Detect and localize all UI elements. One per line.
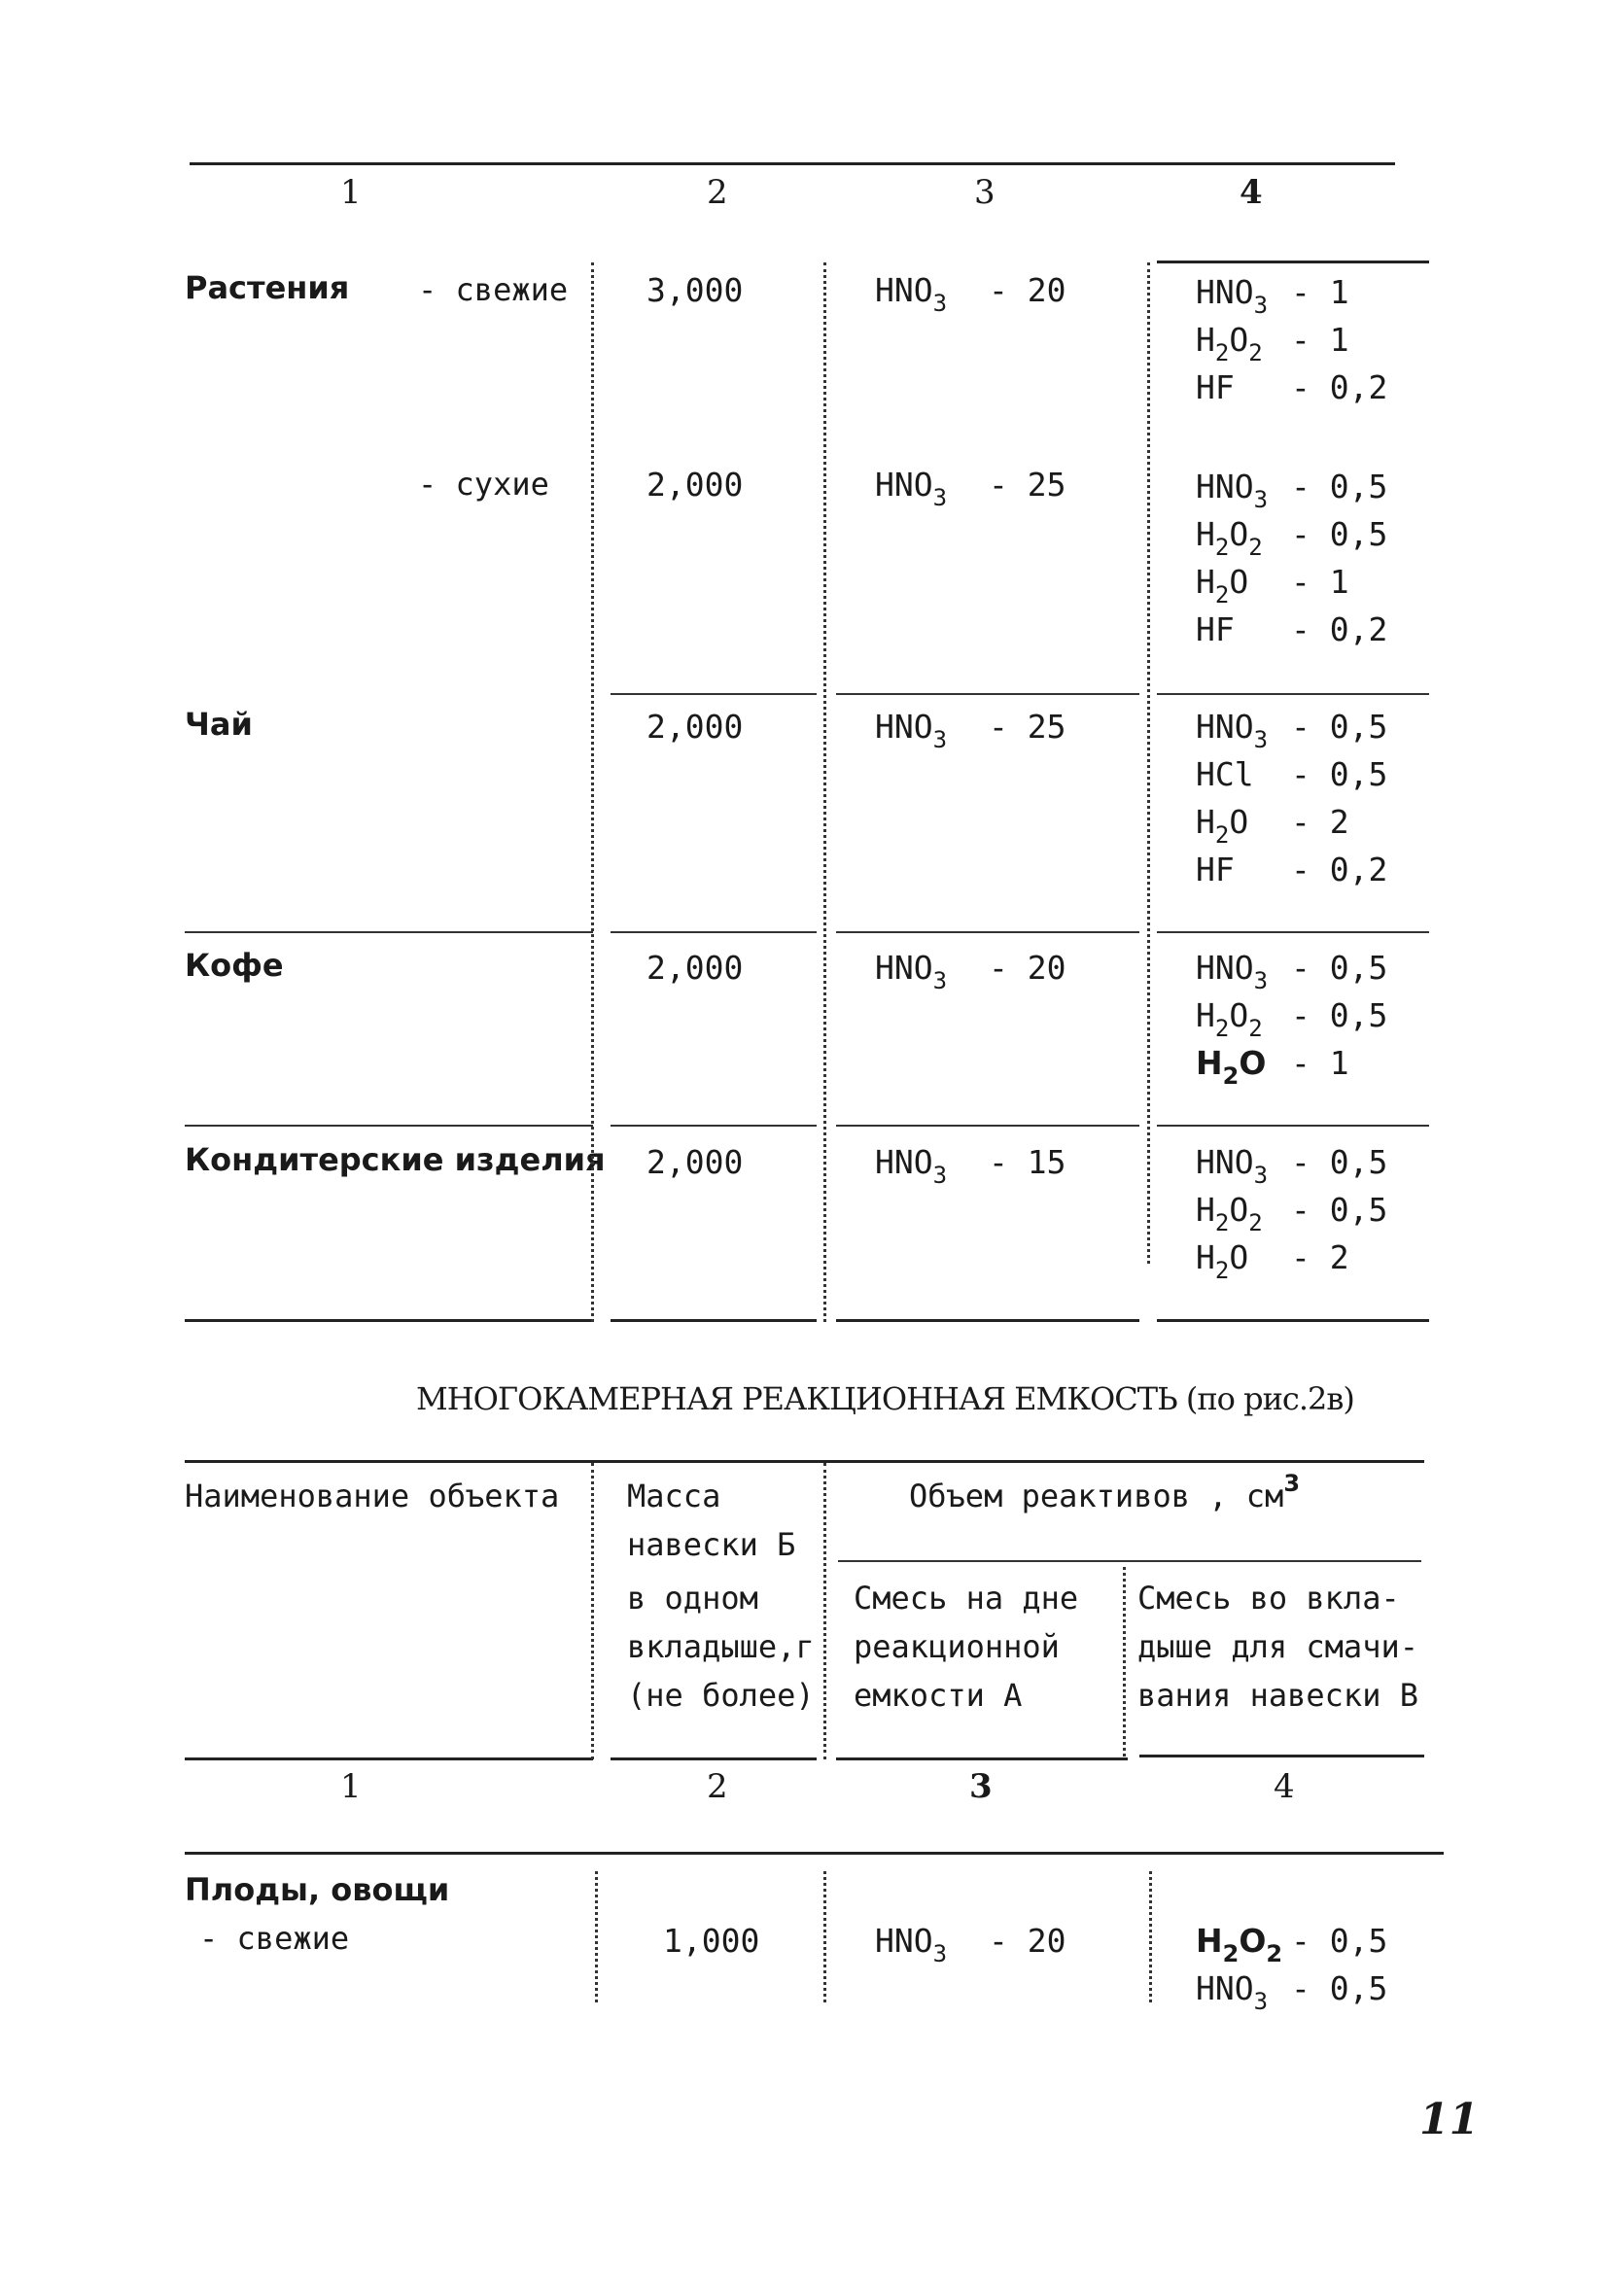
mix-volume: - 0,5 [1291, 996, 1388, 1034]
table1-bottom-rule [611, 1319, 817, 1322]
reagent-volume: - 25 [989, 466, 1066, 504]
row-rule [611, 931, 817, 933]
table1-top-rule [190, 162, 1395, 165]
row-sub-dry: - сухие [418, 466, 549, 503]
header-mass-line: в одном [627, 1580, 758, 1617]
mass-value: 2,000 [646, 949, 744, 987]
reagent-formula: $HNO_3$ [875, 271, 948, 317]
mix-volume: - 0,5 [1291, 755, 1388, 793]
mix-volume: - 0,2 [1291, 851, 1388, 888]
column-separator [1123, 1567, 1126, 1757]
mix-formula: $HNO_3$ [1196, 1969, 1269, 2015]
row-rule [1157, 1125, 1429, 1127]
table1-bottom-rule [185, 1319, 593, 1322]
mass-value: 2,000 [646, 1143, 744, 1181]
column-separator [1147, 262, 1150, 1264]
table1-col-number-2: 2 [707, 173, 728, 212]
header-mix-insert-line: Смесь во вкла- [1137, 1580, 1400, 1617]
mix-formula: $HNO_3$ [1196, 273, 1269, 319]
mix-volume: - 0,5 [1291, 1969, 1388, 2007]
mix-formula: HF [1196, 610, 1235, 648]
reagent-formula: $HNO_3$ [875, 708, 948, 753]
header-mass-line: вкладыше,г [627, 1628, 815, 1665]
mix-formula: $H_2O_2$ [1196, 321, 1263, 366]
table2-top-rule [185, 1460, 1424, 1463]
row-rule [611, 693, 817, 695]
column-separator [595, 1871, 598, 2002]
header-mass-line: Масса [627, 1478, 721, 1514]
table2-header-rule [836, 1757, 1128, 1760]
mix-formula: $H_2O$ [1196, 1238, 1249, 1284]
row-sub-fresh: - свежие [199, 1920, 350, 1957]
header-mass-line: навески Б [627, 1526, 796, 1563]
row-rule [185, 1125, 593, 1127]
header-group-rule [838, 1560, 1421, 1562]
mix-volume: - 0,5 [1291, 515, 1388, 553]
header-mix-bottom-line: Смесь на дне [854, 1580, 1079, 1617]
reagent-volume: - 15 [989, 1143, 1066, 1181]
table1-bottom-rule [1157, 1319, 1429, 1322]
row-name-coffee: Кофе [185, 947, 284, 984]
table1-col-number-1: 1 [340, 173, 362, 212]
table2-col-number-1: 1 [340, 1767, 362, 1806]
row-name-tea: Чай [185, 706, 253, 743]
mix-volume: - 0,5 [1291, 1922, 1388, 1960]
mix-formula: $H_2O_2$ [1196, 1191, 1263, 1236]
row-rule [836, 1125, 1139, 1127]
row-rule [185, 931, 593, 933]
column-separator [591, 1463, 594, 1759]
page-number: 11 [1419, 2095, 1480, 2144]
row-name-fruits-vegetables: Плоды, овощи [185, 1871, 450, 1908]
table2-col-number-2: 2 [707, 1767, 728, 1806]
table2-header-rule [611, 1757, 817, 1760]
mix-volume: - 0,2 [1291, 610, 1388, 648]
reagent-volume: - 20 [989, 1922, 1066, 1960]
column-separator [823, 1463, 826, 1759]
mass-value: 3,000 [646, 271, 744, 309]
header-reagent-volume: Объем реактивов , $см^3$ [909, 1470, 1301, 1514]
mix-volume: - 1 [1291, 1044, 1349, 1082]
mix-volume: - 2 [1291, 803, 1349, 841]
column-separator [1149, 1871, 1152, 2002]
table1-col-number-4: 4 [1240, 173, 1263, 212]
table1-col-number-3: 3 [974, 173, 996, 212]
header-mix-insert-line: вания навески В [1137, 1677, 1418, 1714]
mix-formula: HCl [1196, 755, 1254, 793]
row-rule [1157, 931, 1429, 933]
mix-volume: - 0,5 [1291, 949, 1388, 987]
table2-header-rule [1139, 1755, 1424, 1757]
row-rule [836, 931, 1139, 933]
mix-volume: - 0,5 [1291, 1191, 1388, 1229]
mix-volume: - 2 [1291, 1238, 1349, 1276]
column-separator [823, 262, 826, 1322]
header-mass-line: (не более) [627, 1677, 815, 1714]
row-rule [1157, 693, 1429, 695]
table2-col-number-3: 3 [969, 1767, 993, 1806]
mix-formula: $H_2O$ [1196, 803, 1249, 849]
mix-formula: $HNO_3$ [1196, 1143, 1269, 1189]
header-mix-bottom-line: емкости А [854, 1677, 1023, 1714]
table-caption: МНОГОКАМЕРНАЯ РЕАКЦИОННАЯ ЕМКОСТЬ (по рис.2в) [416, 1380, 1354, 1417]
column-separator [823, 1871, 826, 2002]
reagent-formula: $HNO_3$ [875, 1143, 948, 1189]
mix-formula: $HNO_3$ [1196, 949, 1269, 994]
row-name-confectionery: Кондитерские изделия [185, 1141, 606, 1178]
mix-formula: $HNO_3$ [1196, 708, 1269, 753]
mix-formula: HF [1196, 851, 1235, 888]
mix-formula: $H_2O$ [1196, 1044, 1267, 1090]
table2-colnum-rule [185, 1852, 1444, 1855]
row-sub-fresh: - свежие [418, 271, 569, 308]
header-mix-insert-line: дыше для смачи- [1137, 1628, 1418, 1665]
row-name-plants: Растения [185, 269, 350, 306]
mix-volume: - 0,2 [1291, 368, 1388, 406]
header-mix-bottom-line: реакционной [854, 1628, 1060, 1665]
mix-formula: $H_2O_2$ [1196, 515, 1263, 561]
reagent-volume: - 20 [989, 949, 1066, 987]
table1-header-rule [1157, 261, 1429, 263]
mix-volume: - 1 [1291, 321, 1349, 359]
row-rule [611, 1125, 817, 1127]
table2-header-rule [185, 1757, 593, 1760]
mix-formula: $HNO_3$ [1196, 468, 1269, 513]
reagent-formula: $HNO_3$ [875, 949, 948, 994]
mix-volume: - 0,5 [1291, 468, 1388, 505]
mix-formula: $H_2O$ [1196, 563, 1249, 609]
mix-volume: - 0,5 [1291, 708, 1388, 746]
mix-volume: - 1 [1291, 563, 1349, 601]
reagent-volume: - 25 [989, 708, 1066, 746]
reagent-formula: $HNO_3$ [875, 466, 948, 511]
mix-formula: $H_2O_2$ [1196, 1922, 1283, 1967]
mix-formula: $H_2O_2$ [1196, 996, 1263, 1042]
mix-volume: - 0,5 [1291, 1143, 1388, 1181]
mix-formula: HF [1196, 368, 1235, 406]
row-rule [836, 693, 1139, 695]
mix-volume: - 1 [1291, 273, 1349, 311]
table2-col-number-4: 4 [1274, 1767, 1295, 1806]
reagent-volume: - 20 [989, 271, 1066, 309]
mass-value: 2,000 [646, 708, 744, 746]
column-separator [591, 262, 594, 1322]
reagent-formula: $HNO_3$ [875, 1922, 948, 1967]
mass-value: 2,000 [646, 466, 744, 504]
table1-bottom-rule [836, 1319, 1139, 1322]
mass-value: 1,000 [663, 1922, 760, 1960]
header-object-name: Наименование объекта [185, 1478, 560, 1514]
